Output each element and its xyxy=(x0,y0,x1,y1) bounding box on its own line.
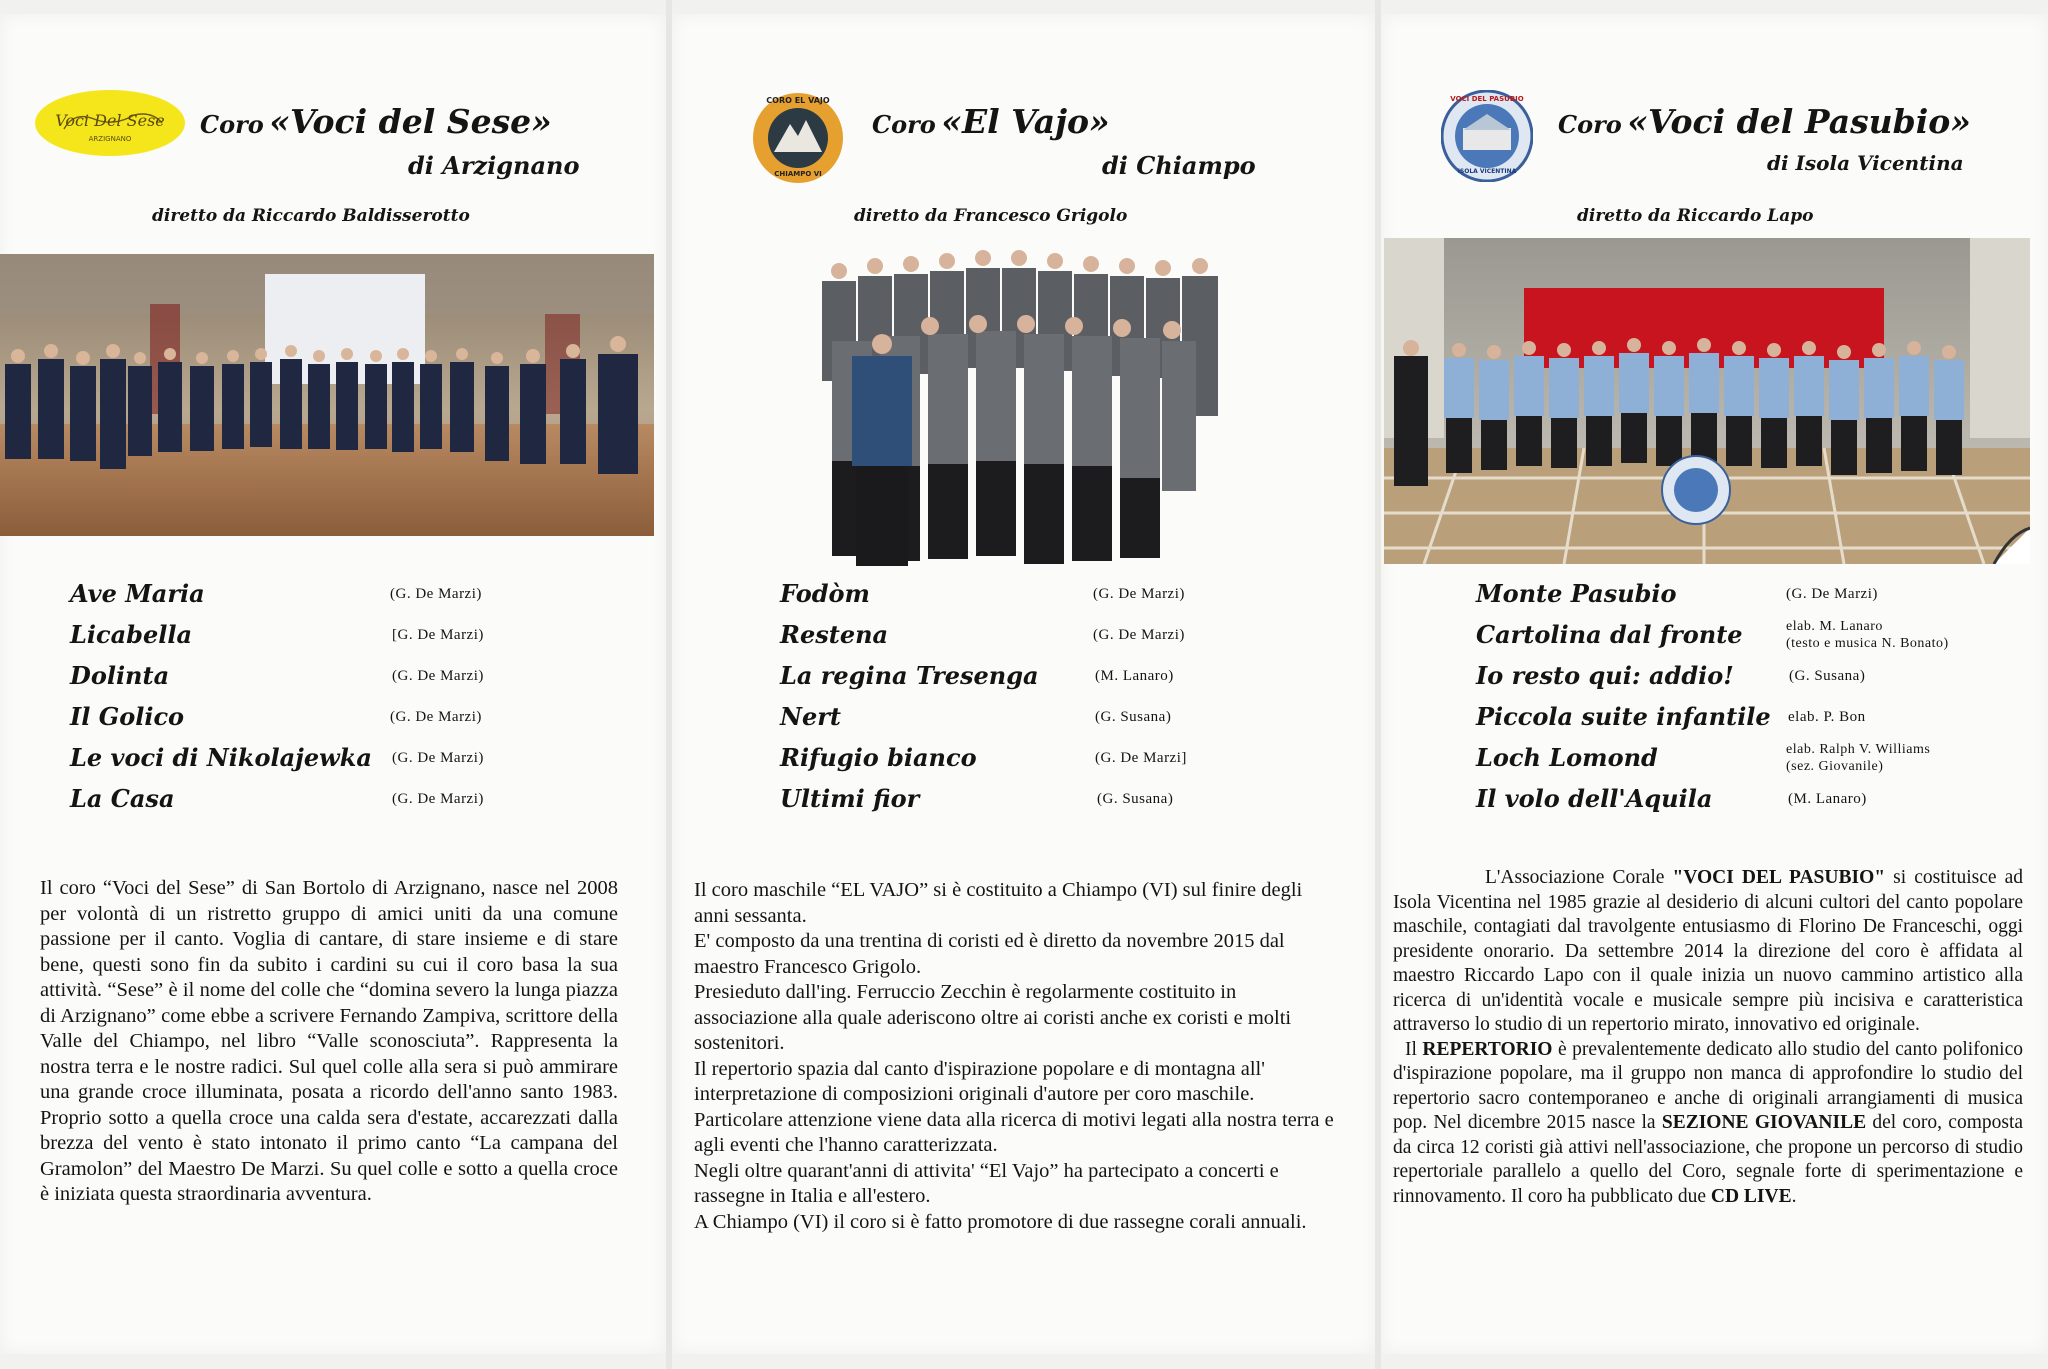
choir-name: «El Vajo» xyxy=(941,102,1110,141)
logo-text: Voci Del Sese xyxy=(55,111,165,130)
song-list xyxy=(780,579,1340,819)
description-paragraph: Il repertorio spazia dal canto d'ispirazione popolare e di montagna all' interpretazione di composizioni originali d'autore per coro maschile. xyxy=(694,1057,1265,1105)
song-author: (G. De Marzi) xyxy=(1786,586,1878,602)
song-author: (G. De Marzi) xyxy=(1093,586,1185,602)
description-paragraph: E' composto da una trentina di coristi ed è diretto da novembre 2015 dal maestro Francesco Grigolo. xyxy=(694,930,1285,978)
choir-title xyxy=(1558,102,1971,141)
song-title: La Casa xyxy=(70,784,175,813)
description-paragraph: Il coro maschile “EL VAJO” si è costituito a Chiampo (VI) sul finire degli anni sessanta. xyxy=(694,879,1303,927)
song-title: Piccola suite infantile xyxy=(1476,702,1771,731)
highlight-repertorio: REPERTORIO xyxy=(1422,1038,1553,1060)
song-author: elab. M. Lanaro xyxy=(1786,619,1883,634)
highlight-sezione-giovanile: SEZIONE GIOVANILE xyxy=(1661,1112,1867,1133)
song-list xyxy=(1476,579,2036,829)
song-title: La regina Tresenga xyxy=(780,661,1039,690)
panel-voci-del-sese xyxy=(0,14,666,1354)
text-run: L'Associazione Corale xyxy=(1485,867,1665,888)
song-title: Loch Lomond xyxy=(1476,743,1658,772)
song-author: [G. De Marzi) xyxy=(392,627,484,643)
description-paragraph: Presieduto dall'ing. Ferruccio Zecchin è regolarmente costituito in associazione alla quale aderiscono oltre ai coristi anche ex coristi e molti sostenitori. xyxy=(694,981,1292,1054)
song-author: (G. De Marzi) xyxy=(392,791,484,807)
song-author: (G. De Marzi) xyxy=(392,668,484,684)
choir-title xyxy=(872,102,1110,141)
song-title: Fodòm xyxy=(780,579,870,608)
song-author: (G. De Marzi) xyxy=(390,709,482,725)
song-author: (G. De Marzi) xyxy=(1093,627,1185,643)
song-author: (G. De Marzi) xyxy=(392,750,484,766)
song-author: (G. De Marzi) xyxy=(390,586,482,602)
logo-subtext: CHIAMPO VI xyxy=(774,170,822,178)
song-author: (G. Susana) xyxy=(1097,791,1174,807)
coro-word: Coro xyxy=(1558,110,1622,139)
song-title: Le voci di Nikolajewka xyxy=(70,743,372,772)
choir-director: diretto da Riccardo Baldisserotto xyxy=(152,206,470,226)
choir-director: diretto da Francesco Grigolo xyxy=(854,206,1128,226)
song-author-note: (sez. Giovanile) xyxy=(1786,759,1884,774)
song-author-note: (testo e musica N. Bonato) xyxy=(1786,636,1949,651)
text-run: . xyxy=(1791,1185,1797,1207)
song-title: Cartolina dal fronte xyxy=(1476,620,1743,649)
song-author: (G. De Marzi] xyxy=(1095,750,1187,766)
choir-description xyxy=(1393,866,2023,1209)
voci-del-pasubio-logo xyxy=(1441,90,1533,182)
panel-voci-del-pasubio xyxy=(1381,14,2048,1354)
song-title: Ultimi fior xyxy=(780,784,920,813)
choir-name: «Voci del Pasubio» xyxy=(1627,102,1971,141)
choir-location: di Arzignano xyxy=(408,151,580,180)
highlight-cd-live: CD LIVE xyxy=(1710,1185,1792,1207)
choir-title xyxy=(200,102,552,141)
description-paragraph: Particolare attenzione viene data alla ricerca di motivi legati alla nostra terra e agli eventi che l'hanno caratterizzata. xyxy=(694,1108,1334,1156)
song-author: (M. Lanaro) xyxy=(1788,791,1867,807)
song-title: Io resto qui: addio! xyxy=(1476,661,1734,690)
logo-text: CORO EL VAJO xyxy=(766,96,830,105)
coro-word: Coro xyxy=(200,110,264,139)
logo-subtext: ISOLA VICENTINA xyxy=(1457,168,1517,175)
description-paragraph xyxy=(1393,866,2023,1038)
song-title: Ave Maria xyxy=(70,579,205,608)
song-author: (M. Lanaro) xyxy=(1095,668,1174,684)
coro-word: Coro xyxy=(872,110,936,139)
choir-photo xyxy=(1384,238,2030,564)
panel-el-vajo xyxy=(672,14,1375,1354)
song-author: (G. Susana) xyxy=(1789,668,1866,684)
song-title: Licabella xyxy=(70,620,192,649)
choir-location: di Isola Vicentina xyxy=(1767,151,1964,175)
choir-director: diretto da Riccardo Lapo xyxy=(1577,206,1814,226)
description-paragraph: A Chiampo (VI) il coro si è fatto promotore di due rassegne corali annuali. xyxy=(694,1210,1307,1233)
text-run: è prevalentemente dedicato allo studio del canto polifonico d'ispirazione popolare, ma il gruppo non manca di approfondire lo studio del repertorio sacro contemporaneo e anche di originali arrangiamenti di musica pop. Nel dicembre 2015 nasce la xyxy=(1393,1038,2024,1133)
choir-name: «Voci del Sese» xyxy=(269,102,552,141)
choir-location: di Chiampo xyxy=(1102,151,1256,180)
text-run: del coro, composta da circa 12 coristi già attivi nell'associazione, che propone un percorso di studio repertoriale parallelo a quello del Coro, segnale forte di sperimentazione e rinnovamento. Il coro ha pubblicato due xyxy=(1393,1112,2024,1207)
description-paragraph: Negli oltre quarant'anni di attivita' “El Vajo” ha partecipato a concerti e rassegne in Italia e all'estero. xyxy=(694,1159,1279,1207)
text-run: Il xyxy=(1405,1038,1417,1060)
song-title: Monte Pasubio xyxy=(1476,579,1677,608)
song-author: elab. P. Bon xyxy=(1788,709,1866,725)
choir-description: Il coro “Voci del Sese” di San Bortolo di Arzignano, nasce nel 2008 per volontà di un ristretto gruppo di amici uniti da una comune passione per il canto. Voglia di cantare, di stare insieme e di stare bene, questi sono fin da subito i cardini su cui il coro basa la sua attività. “Sese” è il nome del colle che “domina severo la lunga piazza di Arzignano” come ebbe a scrivere Fernando Zampiva, scrittore della Valle del Chiampo, nel libro “Valle sconosciuta”. Rappresenta la nostra terra e le nostre radici. Sul quel colle alla sera si può ammirare una grande croce illuminata, posata a ricordo dell'anno santo 1983. Proprio sotto a quella croce una calda sera d'estate, accarezzati dalla brezza del vento è stato intonato il primo canto “La campana del Gramolon” del Maestro De Marzi. Su quel colle e sotto a quella croce è iniziata questa straordinaria avventura. xyxy=(40,877,618,1205)
voci-del-sese-logo xyxy=(34,89,186,157)
song-author: (G. Susana) xyxy=(1095,709,1172,725)
song-list xyxy=(70,579,630,819)
choir-photo xyxy=(0,254,654,536)
association-name: "VOCI DEL PASUBIO" xyxy=(1672,867,1886,888)
choir-photo xyxy=(812,246,1232,576)
song-title: Il volo dell'Aquila xyxy=(1476,784,1713,813)
logo-subtext: ARZIGNANO xyxy=(88,135,132,143)
song-title: Rifugio bianco xyxy=(780,743,977,772)
song-title: Nert xyxy=(780,702,841,731)
song-author: elab. Ralph V. Williams xyxy=(1786,742,1931,757)
logo-text: VOCI DEL PASUBIO xyxy=(1450,95,1524,103)
song-title: Dolinta xyxy=(70,661,170,690)
choir-description xyxy=(694,878,1334,1235)
text-run: si costituisce ad Isola Vicentina nel 1985 grazie al desiderio di alcuni cultori del canto popolare maschile, contagiati dal travolgente entusiasmo di Florino De Franceschi, oggi presidente onorario. Da settembre 2014 la direzione del coro è affidata al maestro Riccardo Lapo con il quale inizia un nuovo cammino artistico alla ricerca di un'identità vocale e musicale sempre più incisiva e caratteristica attraverso lo studio di un repertorio mirato, innovativo ed originale. xyxy=(1393,867,2023,1035)
description-paragraph xyxy=(1393,1038,2023,1210)
song-title: Restena xyxy=(780,620,889,649)
el-vajo-logo xyxy=(752,92,844,184)
song-title: Il Golico xyxy=(70,702,185,731)
